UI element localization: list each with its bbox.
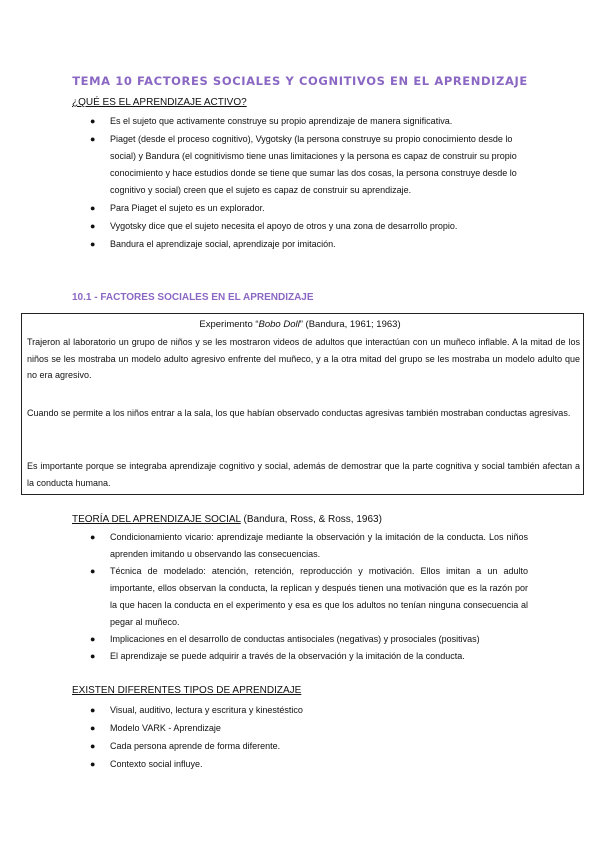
theory-heading-text: TEORÍA DEL APRENDIZAJE SOCIAL: [72, 514, 241, 525]
list-item: [90, 756, 528, 773]
list-item: [90, 200, 528, 217]
bullet-icon: ●: [90, 203, 96, 213]
list-item-text: Técnica de modelado: atención, retención, reproducción y motivación. Ellos imitan a un adulto importante, ellos observan la conducta, la replican y después tienen una motivación que es la razón por la que hacen la conducta en el experimento y esa es que los adultos no tenían ninguna consecuencia al pegar al muñeco.: [110, 566, 528, 627]
bullet-icon: ●: [90, 651, 96, 661]
section-heading-learning-types: EXISTEN DIFERENTES TIPOS DE APRENDIZAJE: [72, 685, 302, 696]
bullet-icon: ●: [90, 239, 96, 249]
list-item: [90, 131, 528, 199]
bullet-icon: ●: [90, 532, 96, 542]
section-heading-social-factors: 10.1 - FACTORES SOCIALES EN EL APRENDIZAJE: [72, 292, 314, 303]
bullet-icon: ●: [90, 116, 96, 126]
list-item-text: Cada persona aprende de forma diferente.: [110, 741, 281, 751]
list-item: [90, 218, 528, 235]
list-item-text: Modelo VARK - Aprendizaje: [110, 723, 221, 733]
bullet-icon: ●: [90, 759, 96, 769]
list-item-text: Contexto social influye.: [110, 759, 203, 769]
experiment-paragraph-1: Trajeron al laboratorio un grupo de niños y se les mostraron videos de adultos que interactúan con un muñeco inflable. A la mitad de los niños se les mostraba un modelo adulto agresivo enfrente del muñeco, y a la otra mitad del grupo se les mostraba un modelo adulto que no era agresivo.: [27, 337, 580, 380]
experiment-title: [0, 319, 600, 330]
active-learning-list: [90, 113, 528, 254]
theory-citation: (Bandura, Ross, & Ross, 1963): [240, 514, 382, 525]
bullet-icon: ●: [90, 705, 96, 715]
learning-types-list: [90, 702, 528, 774]
list-item: [90, 529, 528, 563]
bullet-icon: ●: [90, 221, 96, 231]
list-item: [90, 563, 528, 631]
experiment-title-pre: Experimento “: [199, 319, 259, 330]
list-item-text: Es el sujeto que activamente construye su propio aprendizaje de manera significativa.: [110, 116, 453, 126]
list-item: [90, 236, 528, 253]
experiment-title-post: ” (Bandura, 1961; 1963): [299, 319, 401, 330]
experiment-paragraph-2: Cuando se permite a los niños entrar a la sala, los que habían observado conductas agresivas también mostraban conductas agresivas.: [27, 408, 571, 418]
list-item: [90, 720, 528, 737]
bullet-icon: ●: [90, 566, 96, 576]
list-item-text: Para Piaget el sujeto es un explorador.: [110, 203, 265, 213]
theory-list: [90, 529, 528, 665]
bullet-icon: ●: [90, 723, 96, 733]
bullet-icon: ●: [90, 741, 96, 751]
section-heading-social-learning-theory: [72, 514, 382, 525]
list-item: [90, 702, 528, 719]
list-item-text: Bandura el aprendizaje social, aprendizaje por imitación.: [110, 239, 336, 249]
list-item-text: El aprendizaje se puede adquirir a través de la observación y la imitación de la conducta.: [110, 651, 465, 661]
section-heading-active-learning: ¿QUÉ ES EL APRENDIZAJE ACTIVO?: [72, 97, 247, 108]
list-item-text: Condicionamiento vicario: aprendizaje mediante la observación y la imitación de la conducta. Los niños aprenden imitando u observando las consecuencias.: [110, 532, 528, 559]
experiment-paragraph-3: Es importante porque se integraba aprendizaje cognitivo y social, además de demostrar que la parte cognitiva y social también afectan a la conducta humana.: [27, 461, 580, 488]
list-item-text: Implicaciones en el desarrollo de conductas antisociales (negativas) y prosociales (positivas): [110, 634, 480, 644]
list-item-text: Piaget (desde el proceso cognitivo), Vygotsky (la persona construye su propio conocimiento desde lo social) y Bandura (el cognitivismo tiene unas limitaciones y la persona es capaz de construir su propio conocimiento y hace estudios donde se tiene que sumar las dos cosas, la persona construye desde lo cognitivo y social) creen que el sujeto es capaz de construir su aprendizaje.: [110, 134, 517, 195]
list-item: [90, 631, 528, 648]
page-title: TEMA 10 FACTORES SOCIALES Y COGNITIVOS EN EL APRENDIZAJE: [72, 74, 528, 88]
list-item: [90, 113, 528, 130]
bullet-icon: ●: [90, 134, 96, 144]
bullet-icon: ●: [90, 634, 96, 644]
list-item: [90, 648, 528, 665]
list-item: [90, 738, 528, 755]
list-item-text: Vygotsky dice que el sujeto necesita el apoyo de otros y una zona de desarrollo propio.: [110, 221, 458, 231]
list-item-text: Visual, auditivo, lectura y escritura y kinestéstico: [110, 705, 303, 715]
experiment-title-italic: Bobo Doll: [258, 319, 300, 330]
